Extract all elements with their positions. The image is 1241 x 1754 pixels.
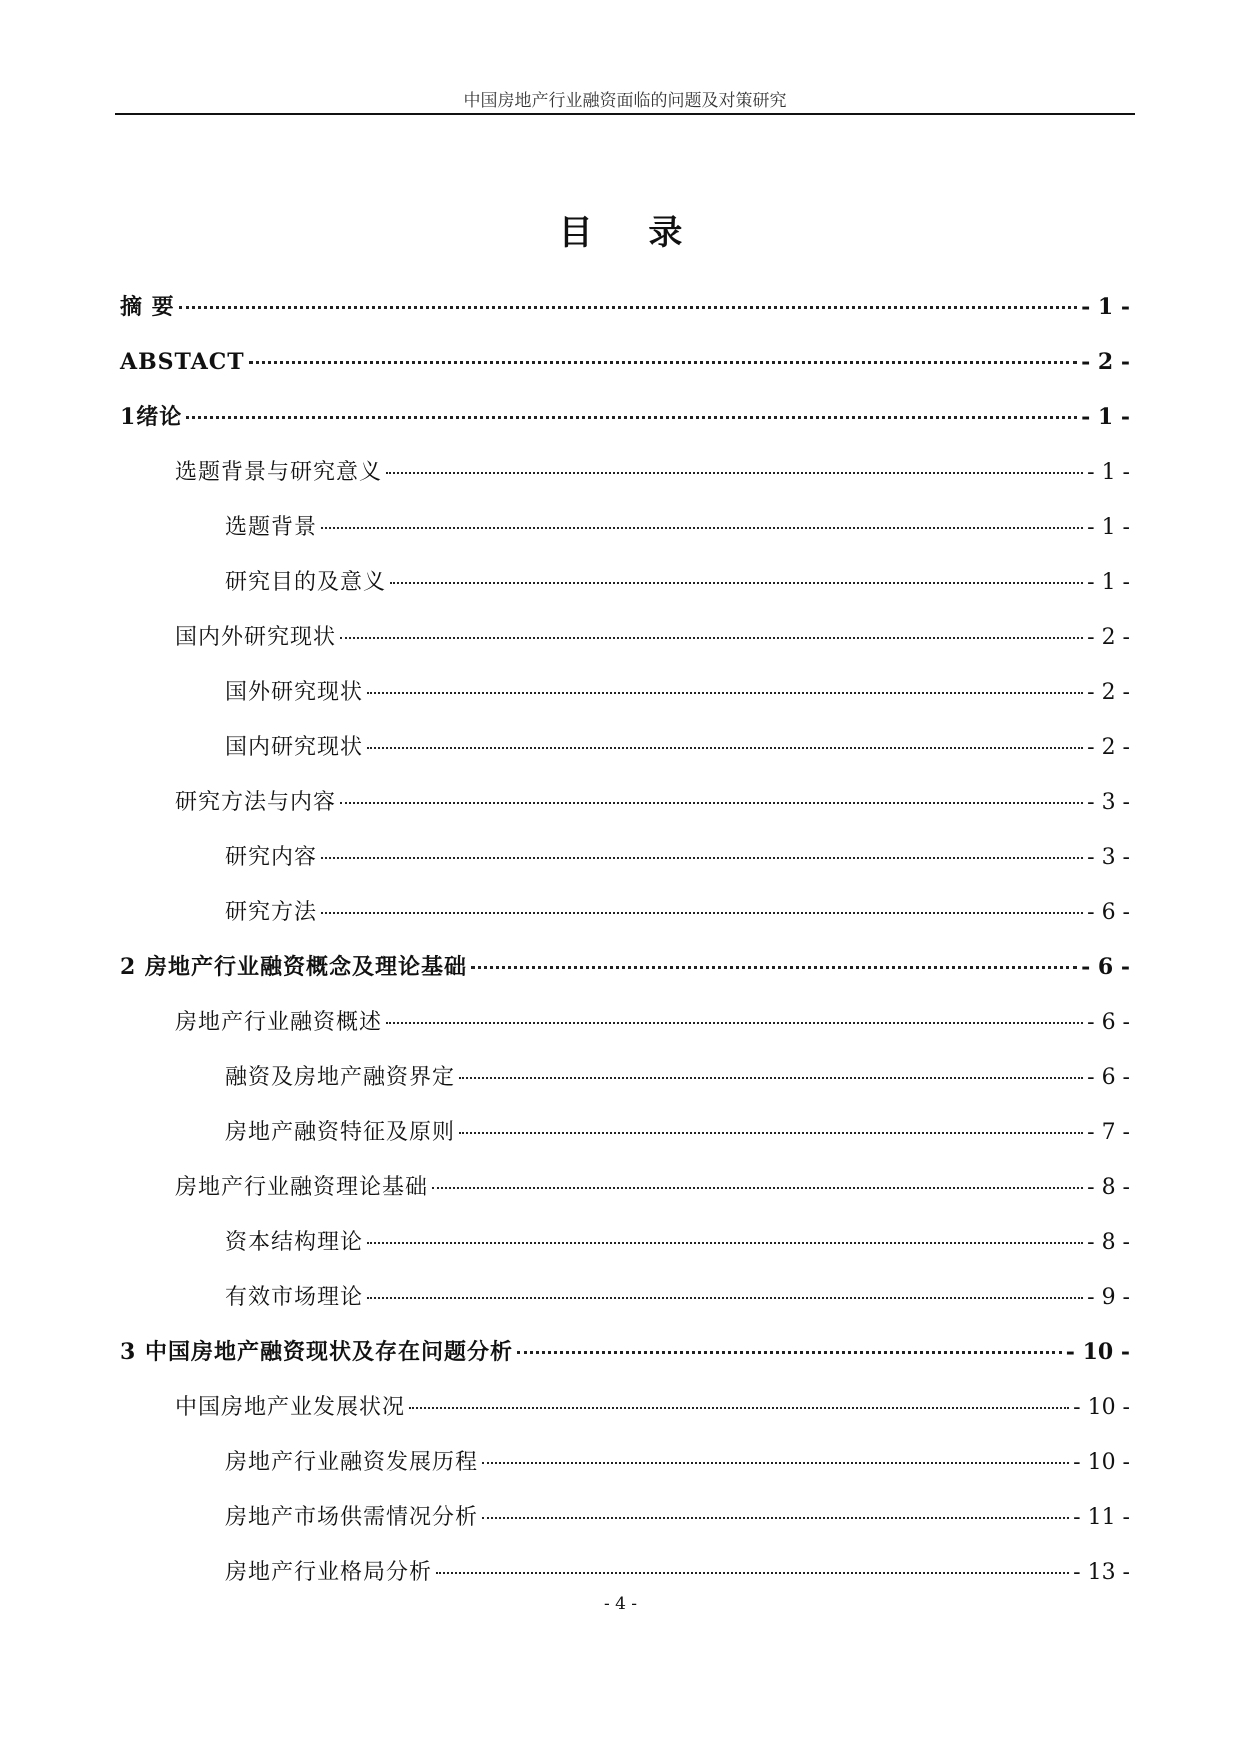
- toc-entry[interactable]: [120, 1270, 1130, 1325]
- header-rule: [115, 113, 1135, 115]
- toc-entry-label: 房地产行业融资理论基础: [175, 1175, 429, 1200]
- toc-entry-page: - 11 -: [1073, 1505, 1130, 1530]
- toc-entry[interactable]: [120, 1380, 1130, 1435]
- toc-dot-leader: [367, 747, 1083, 749]
- toc-entry[interactable]: [120, 830, 1130, 885]
- page-number: - 4 -: [603, 1594, 638, 1614]
- toc-dot-leader: [321, 527, 1083, 529]
- toc-entry[interactable]: [120, 390, 1130, 445]
- toc-entry[interactable]: [120, 335, 1130, 390]
- toc-entry-page: - 10 -: [1065, 1339, 1130, 1365]
- toc-dot-leader: [409, 1407, 1069, 1409]
- toc-entry-label: 融资及房地产融资界定: [225, 1065, 456, 1090]
- toc-entry-page: - 6 -: [1087, 1065, 1130, 1090]
- toc-entry[interactable]: [120, 610, 1130, 665]
- toc-entry-page: - 1 -: [1087, 570, 1130, 595]
- toc-entry-label: 2 房地产行业融资概念及理论基础: [120, 954, 467, 980]
- toc-entry-page: - 9 -: [1087, 1285, 1130, 1310]
- toc-dot-leader: [390, 582, 1083, 584]
- toc-entry-page: - 7 -: [1087, 1120, 1130, 1145]
- toc-entry-label: 房地产融资特征及原则: [225, 1120, 456, 1145]
- toc-dot-leader: [321, 912, 1083, 914]
- toc-entry-label: 房地产行业格局分析: [225, 1560, 433, 1585]
- toc-entry[interactable]: [120, 445, 1130, 500]
- toc-entry[interactable]: [120, 720, 1130, 775]
- toc-entry-label: 选题背景: [225, 515, 318, 540]
- toc-entry-page: - 13 -: [1073, 1560, 1130, 1585]
- toc-entry-page: - 1 -: [1087, 460, 1130, 485]
- toc-dot-leader: [367, 1297, 1083, 1299]
- toc-entry-label: 房地产行业融资发展历程: [225, 1450, 479, 1475]
- toc-entry-label: 国内研究现状: [225, 735, 364, 760]
- toc-entry[interactable]: [120, 1215, 1130, 1270]
- toc-dot-leader: [186, 416, 1077, 419]
- toc-entry-page: - 2 -: [1087, 680, 1130, 705]
- toc-entry[interactable]: [120, 1160, 1130, 1215]
- toc-entry-page: - 8 -: [1087, 1175, 1130, 1200]
- toc-entry-label: 研究目的及意义: [225, 570, 387, 595]
- toc-entry-page: - 10 -: [1073, 1450, 1130, 1475]
- toc-entry-page: - 6 -: [1081, 954, 1130, 980]
- toc-entry-page: - 2 -: [1087, 625, 1130, 650]
- toc-entry-page: - 3 -: [1087, 790, 1130, 815]
- toc-dot-leader: [459, 1077, 1083, 1079]
- toc-entry-page: - 1 -: [1087, 515, 1130, 540]
- toc-dot-leader: [517, 1351, 1062, 1354]
- toc-entry[interactable]: [120, 940, 1130, 995]
- toc-entry-page: - 2 -: [1087, 735, 1130, 760]
- toc-entry-label: 研究方法: [225, 900, 318, 925]
- toc-entry-label: 房地产行业融资概述: [175, 1010, 383, 1035]
- toc-dot-leader: [459, 1132, 1083, 1134]
- toc-entry-page: - 1 -: [1081, 294, 1130, 320]
- toc-entry[interactable]: [120, 1490, 1130, 1545]
- toc-entry-label: 3 中国房地产融资现状及存在问题分析: [120, 1339, 513, 1365]
- toc-entry-label: 资本结构理论: [225, 1230, 364, 1255]
- toc-entry-label: 有效市场理论: [225, 1285, 364, 1310]
- toc-entry-label: 研究方法与内容: [175, 790, 337, 815]
- toc-entry-page: - 6 -: [1087, 1010, 1130, 1035]
- toc-entry[interactable]: [120, 995, 1130, 1050]
- toc-entry-label: 房地产市场供需情况分析: [225, 1505, 479, 1530]
- toc-entry-label: 选题背景与研究意义: [175, 460, 383, 485]
- toc-entry-label: ABSTACT: [120, 349, 245, 375]
- toc-dot-leader: [482, 1517, 1069, 1519]
- toc-entry[interactable]: [120, 885, 1130, 940]
- toc-dot-leader: [432, 1187, 1083, 1189]
- toc-dot-leader: [367, 1242, 1083, 1244]
- table-of-contents: [120, 280, 1130, 1600]
- toc-entry-label: 1绪论: [120, 404, 183, 430]
- toc-dot-leader: [249, 361, 1077, 364]
- toc-entry[interactable]: [120, 1050, 1130, 1105]
- toc-entry-label: 研究内容: [225, 845, 318, 870]
- toc-dot-leader: [340, 802, 1083, 804]
- toc-dot-leader: [436, 1572, 1069, 1574]
- toc-entry-label: 摘 要: [120, 294, 175, 320]
- toc-entry[interactable]: [120, 500, 1130, 555]
- toc-entry-page: - 6 -: [1087, 900, 1130, 925]
- toc-entry-label: 国外研究现状: [225, 680, 364, 705]
- toc-entry-page: - 8 -: [1087, 1230, 1130, 1255]
- toc-entry[interactable]: [120, 1105, 1130, 1160]
- toc-dot-leader: [340, 637, 1083, 639]
- toc-entry[interactable]: [120, 280, 1130, 335]
- toc-entry[interactable]: [120, 1435, 1130, 1490]
- toc-dot-leader: [386, 1022, 1083, 1024]
- toc-entry[interactable]: [120, 665, 1130, 720]
- toc-title: 目 录: [558, 213, 705, 253]
- toc-dot-leader: [367, 692, 1083, 694]
- toc-dot-leader: [482, 1462, 1069, 1464]
- toc-entry[interactable]: [120, 1325, 1130, 1380]
- toc-entry[interactable]: [120, 1545, 1130, 1600]
- toc-entry-label: 国内外研究现状: [175, 625, 337, 650]
- toc-entry-label: 中国房地产业发展状况: [175, 1395, 406, 1420]
- toc-dot-leader: [386, 472, 1083, 474]
- toc-dot-leader: [471, 966, 1077, 969]
- toc-entry-page: - 10 -: [1073, 1395, 1130, 1420]
- toc-entry-page: - 2 -: [1081, 349, 1130, 375]
- toc-dot-leader: [321, 857, 1083, 859]
- running-header: 中国房地产行业融资面临的问题及对策研究: [463, 91, 787, 111]
- toc-entry-page: - 1 -: [1081, 404, 1130, 430]
- toc-dot-leader: [179, 306, 1077, 309]
- toc-entry-page: - 3 -: [1087, 845, 1130, 870]
- toc-entry[interactable]: [120, 775, 1130, 830]
- toc-entry[interactable]: [120, 555, 1130, 610]
